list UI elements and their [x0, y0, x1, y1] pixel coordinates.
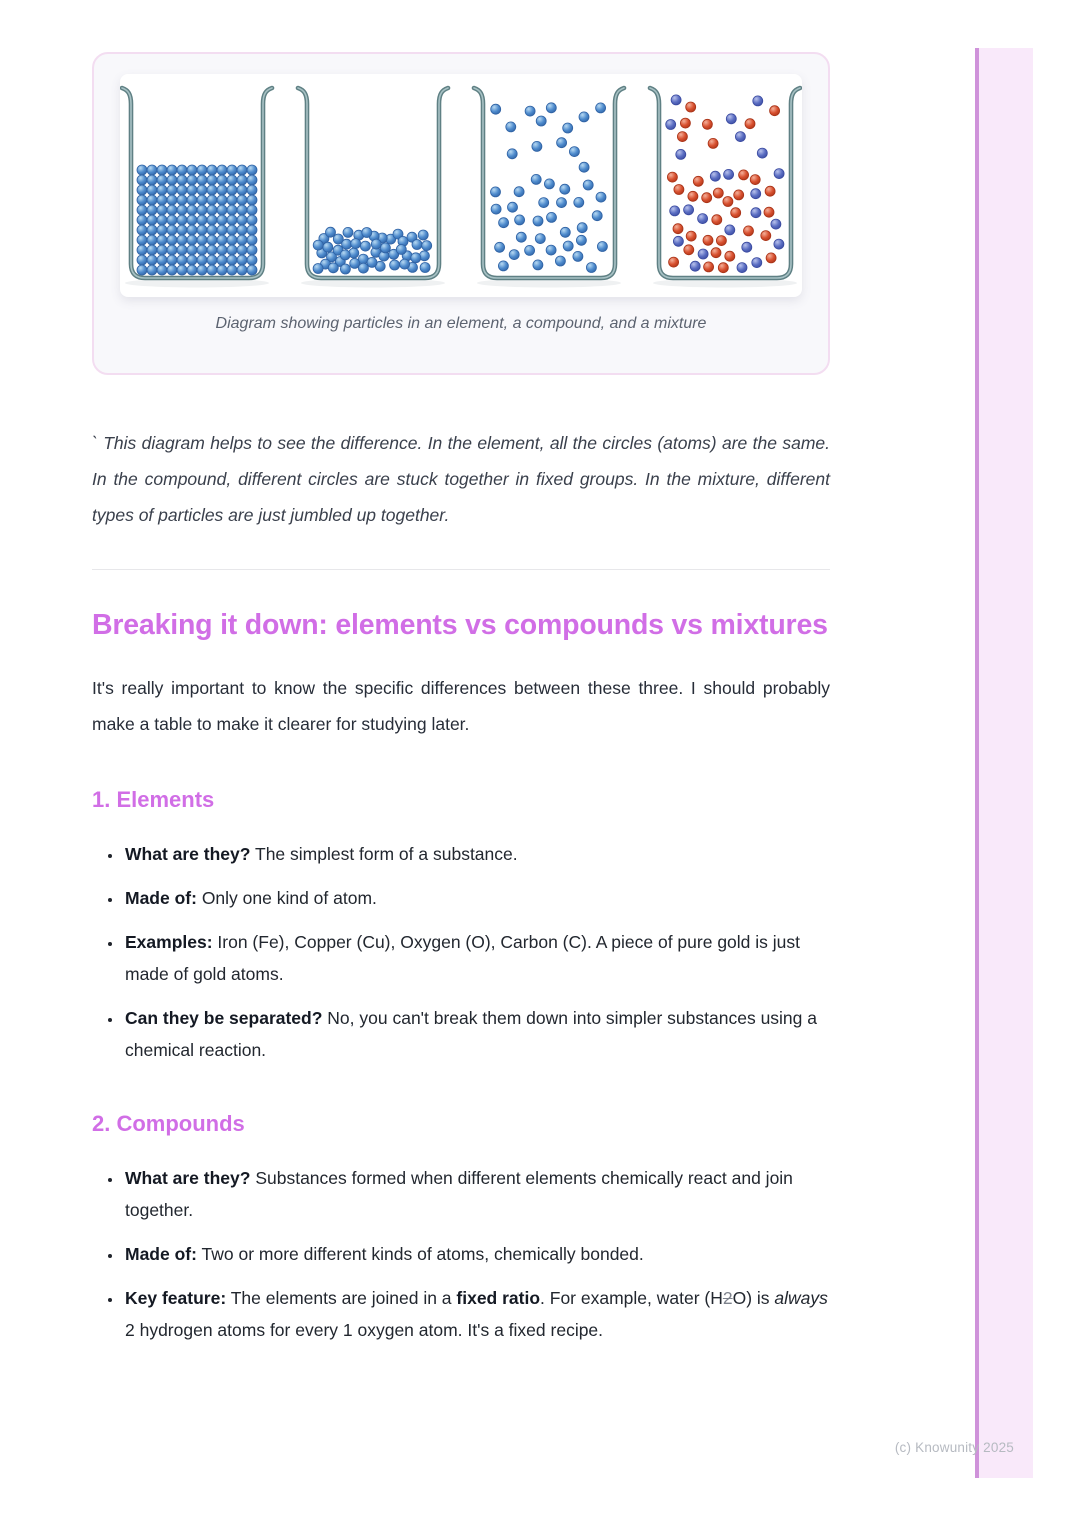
section-heading: Breaking it down: elements vs compounds vs mixtures [92, 609, 828, 641]
subsection-heading-elements: 1. Elements [92, 787, 215, 812]
figure-image-panel [120, 74, 802, 297]
figure-card [92, 52, 830, 375]
subsection-heading-compounds: 2. Compounds [92, 1111, 245, 1136]
list-item: • Key feature: The elements are joined in a fixed ratio. For example, water (H2O) is always 2 hydrogen atoms for every 1 oxygen atom. It's a fixed recipe. [123, 1282, 830, 1346]
list-item: • Made of: Two or more different kinds of atoms, chemically bonded. [123, 1238, 830, 1270]
figure-comment-paragraph: ` This diagram helps to see the difference. In the element, all the circles (atoms) are the same. In the compound, different circles are stuck together in fixed groups. In the mixture, different types of particles are just jumbled up together. [92, 433, 830, 525]
section-intro-paragraph: It's really important to know the specific differences between these three. I should probably make a table to make it clearer for studying later. [92, 678, 830, 734]
list-item: • Examples: Iron (Fe), Copper (Cu), Oxygen (O), Carbon (C). A piece of pure gold is just made of gold atoms. [123, 926, 830, 990]
elements-list [92, 838, 830, 1066]
compounds-list [92, 1162, 830, 1346]
particle-diagram [120, 82, 802, 297]
note-page-content [92, 52, 830, 1358]
section-divider [92, 569, 830, 570]
page-edge-strip [975, 48, 1033, 1478]
figure-caption: Diagram showing particles in an element, a compound, and a mixture [215, 315, 707, 332]
list-item: • Can they be separated? No, you can't break them down into simpler substances using a chemical reaction. [123, 1002, 830, 1066]
list-item: • What are they? The simplest form of a substance. [123, 838, 830, 870]
footer-copyright: (c) Knowunity 2025 [894, 1440, 1014, 1455]
list-item: • What are they? Substances formed when different elements chemically react and join together. [123, 1162, 830, 1226]
list-item: • Made of: Only one kind of atom. [123, 882, 830, 914]
